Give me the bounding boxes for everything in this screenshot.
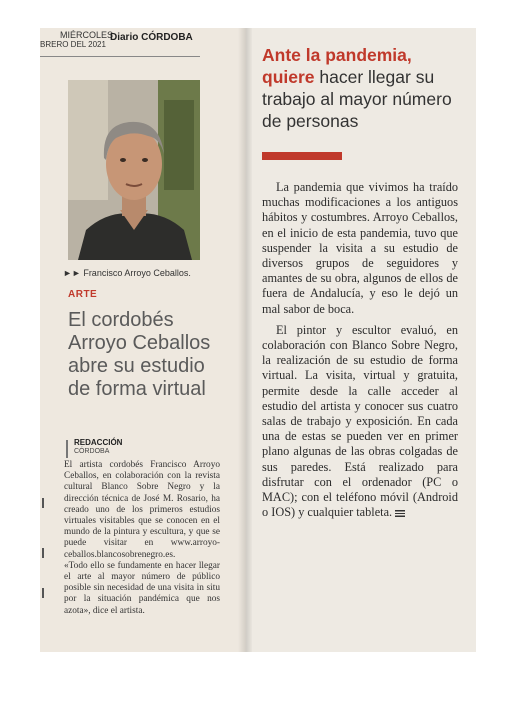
header-divider	[40, 56, 200, 57]
right-paragraph	[262, 323, 458, 521]
gutter-mark	[42, 498, 44, 508]
header-date: BRERO DEL 2021	[40, 40, 106, 49]
right-paragraph: La pandemia que vivimos ha traído muchas modificaciones a los antiguos hábitos y costumbres. Arroyo Ceballos, en el inicio de esta pandemia, tuvo que suspender la visita a su estudio de diversos grupos de seguidores y amantes de su obra, algunos de ellos de fuera de Andalucía, y eso le dejó un mal sabor de boca.	[262, 180, 458, 316]
right-paragraph-text: El pintor y escultor evaluó, en colaboración con Blanco Sobre Negro, la realización de su estudio de forma virtual. La visita, virtual y gratuita, permite desde la calle acceder al estudio del artista y conocer sus cuatro salas de trabajo y exposición. En cada una de estas se pueden ver en primer plano algunas de las obras colgadas de sus paredes. Está realizado para disfrutar con el ordenador (PC o MAC); con el teléfono móvil (Android o IOS) y cualquier tableta.	[262, 322, 458, 520]
newspaper-clipping	[40, 28, 476, 652]
right-headline-rest: hacer llegar su trabajo al mayor número de personas	[262, 67, 452, 131]
left-paragraph: El artista cordobés Francisco Arroyo Ceballos, en colaboración con la revista cultural Blanco Sobre Negro y la dirección técnica de José M. Rosario, ha creado uno de los primeros estudios virtuales visitables que se conocen en el mundo de la pintura y escultura, y que se puede visitar en www.arroyo-ceballos.blancosobrenegro.es.	[64, 460, 220, 560]
byline-author: REDACCIÓN	[74, 438, 123, 447]
photo-caption: ►► Francisco Arroyo Ceballos.	[63, 268, 191, 278]
left-paragraph: «Todo ello se fundamente en hacer llegar el arte al mayor número de público posible sin necesidad de una visita in situ por la situación pandémica que nos azota», dice el artista.	[64, 560, 220, 616]
artist-photo	[68, 80, 200, 260]
byline-marker	[66, 440, 68, 458]
gutter-mark	[42, 588, 44, 598]
left-column	[40, 28, 246, 652]
end-mark-icon	[395, 510, 405, 517]
right-column	[246, 28, 476, 652]
left-body	[64, 460, 220, 617]
right-headline	[262, 44, 467, 132]
page-fold-shadow	[238, 28, 252, 652]
accent-bar	[262, 152, 342, 160]
right-body	[262, 180, 458, 520]
gutter-mark	[42, 548, 44, 558]
right-headline-highlight: Ante la pandemia, quiere	[262, 45, 412, 87]
left-headline: El cordobés Arroyo Ceballos abre su estudio de forma virtual	[68, 309, 211, 400]
newspaper-name: Diario CÓRDOBA	[110, 32, 193, 43]
header-day: MIÉRCOLES	[60, 30, 114, 40]
section-label: ARTE	[68, 289, 98, 300]
byline-place: CÓRDOBA	[74, 448, 110, 455]
